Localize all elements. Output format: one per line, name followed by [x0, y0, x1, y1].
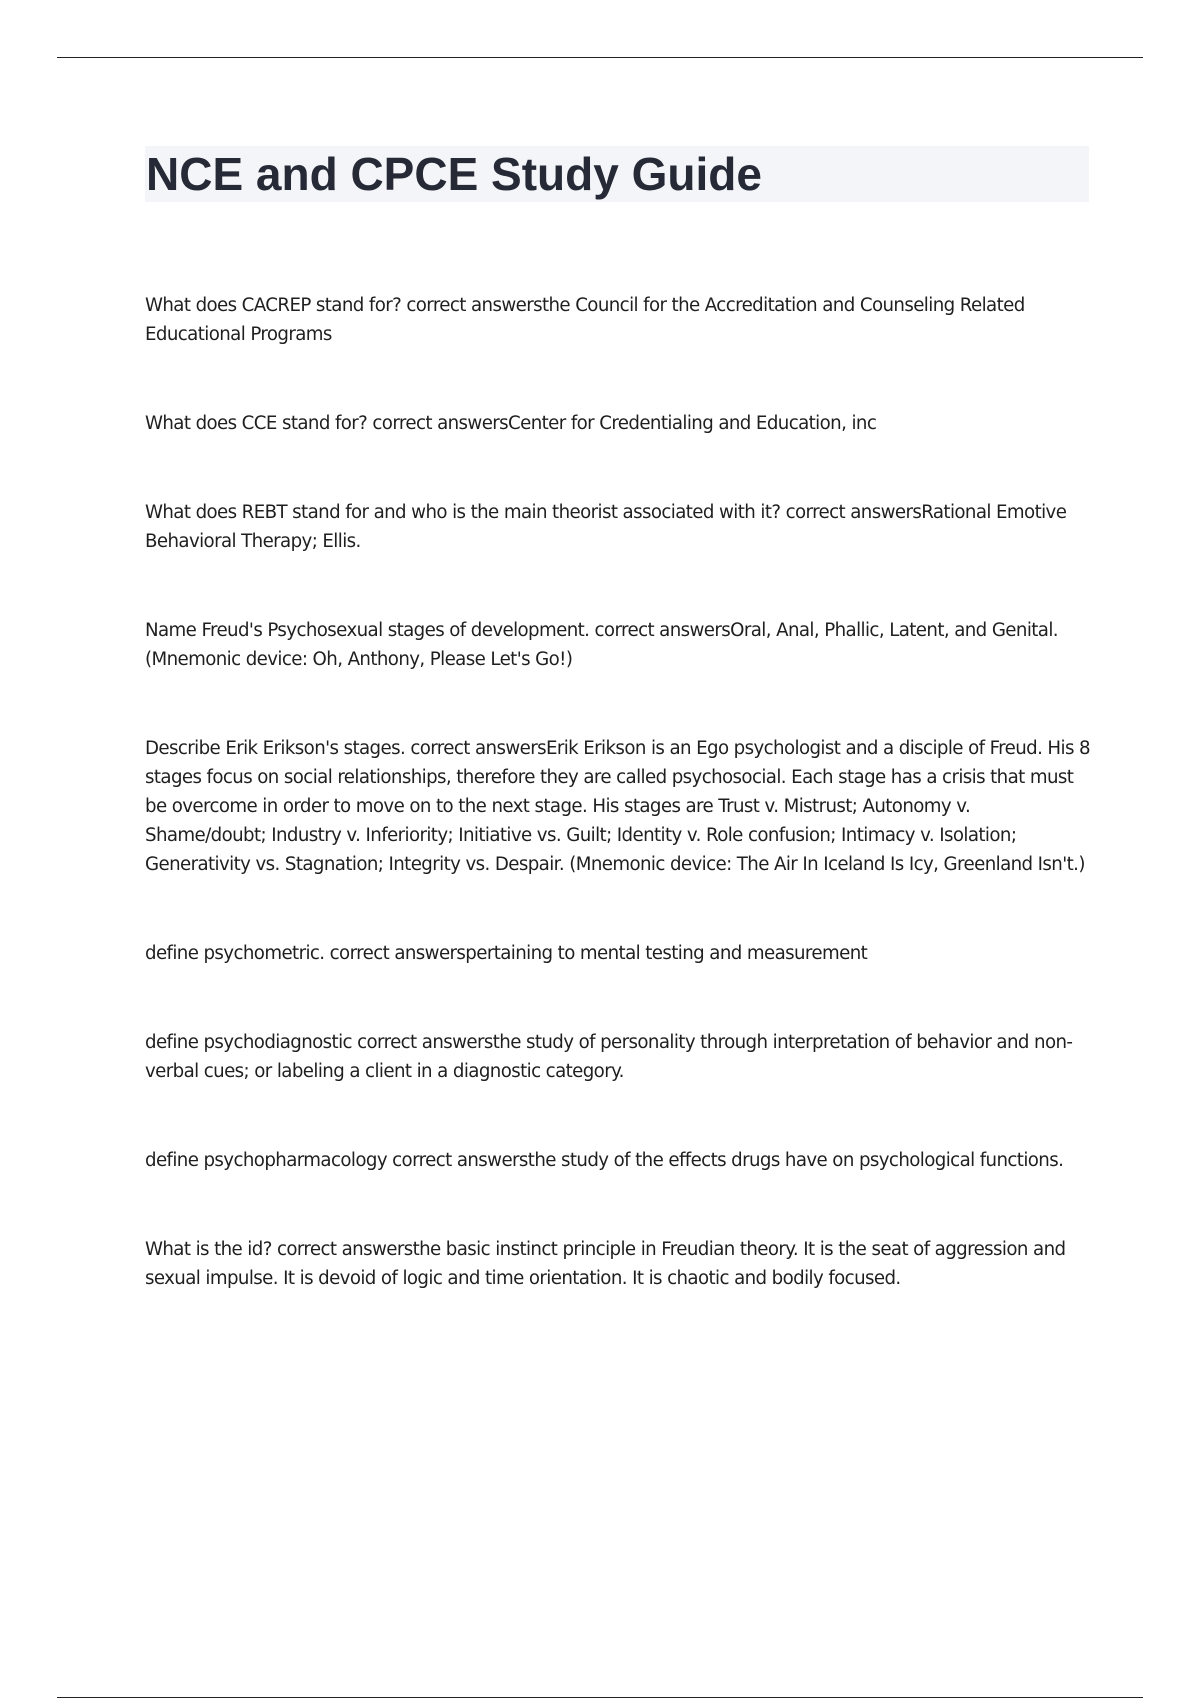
qa-item-cacrep: What does CACREP stand for? correct answersthe Council for the Accreditation and Counseling Related Educational Programs: [145, 295, 1025, 345]
qa-item-erikson-stages: Describe Erik Erikson's stages. correct answersErik Erikson is an Ego psychologist and a disciple of Freud. His 8 stages focus on social relationships, therefore they are called psychosocial. Each stage has a crisis that must be overcome in order to move on to the next stage. His stages are Trust v. Mistrust; Autonomy v. Shame/doubt; Industry v. Inferiority; Initiative vs. Guilt; Identity v. Role confusion; Intimacy v. Isolation; Generativity vs. Stagnation; Integrity vs. Despair. (Mnemonic device: The Air In Iceland Is Icy, Greenland Isn't.): [145, 738, 1090, 875]
qa-item-rebt: What does REBT stand for and who is the main theorist associated with it? correct answersRational Emotive Behavioral Therapy; Ellis.: [145, 502, 1067, 552]
qa-item-id: What is the id? correct answersthe basic instinct principle in Freudian theory. It is the seat of aggression and sexual impulse. It is devoid of logic and time orientation. It is chaotic and bodily focused.: [145, 1239, 1066, 1289]
qa-item-freud-stages: Name Freud's Psychosexual stages of development. correct answersOral, Anal, Phallic, Latent, and Genital. (Mnemonic device: Oh, Anthony, Please Let's Go!): [145, 620, 1058, 670]
qa-list: [145, 291, 1090, 1353]
qa-item-psychopharmacology: define psychopharmacology correct answersthe study of the effects drugs have on psychological functions.: [145, 1150, 1064, 1171]
qa-item-psychodiagnostic: define psychodiagnostic correct answersthe study of personality through interpretation of behavior and non-verbal cues; or labeling a client in a diagnostic category.: [145, 1032, 1073, 1082]
top-divider: [57, 57, 1143, 58]
page-title: NCE and CPCE Study Guide: [146, 148, 762, 200]
bottom-divider: [57, 1697, 1143, 1698]
qa-item-psychometric: define psychometric. correct answerspertaining to mental testing and measurement: [145, 943, 868, 964]
qa-item-cce: What does CCE stand for? correct answersCenter for Credentialing and Education, inc: [145, 413, 877, 434]
